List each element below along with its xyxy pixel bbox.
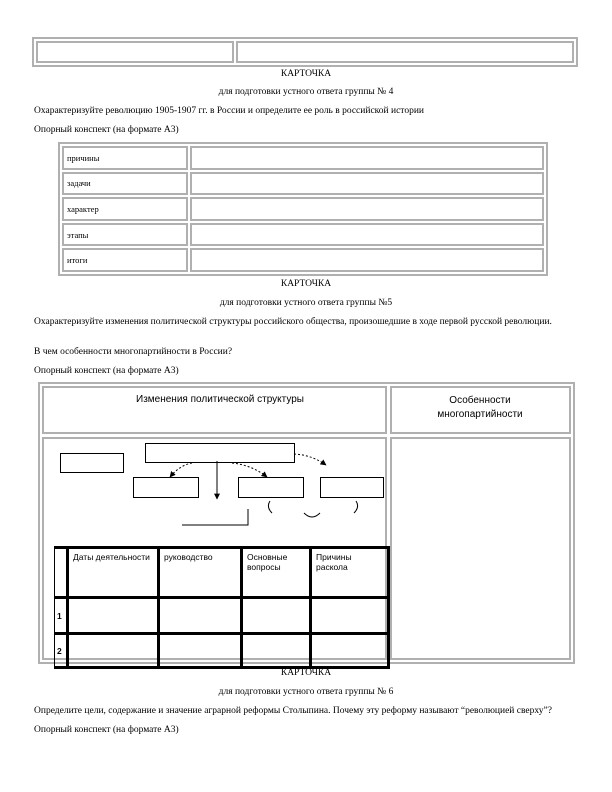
col2-header: Особенности многопартийности (437, 395, 523, 420)
card4-row-label: задачи (62, 172, 188, 196)
table-cell (311, 598, 389, 634)
row-number: 1 (55, 598, 68, 634)
card6-notes-label: Опорный конспект (на формате А3) (34, 725, 179, 735)
card4-notes-label: Опорный конспект (на формате А3) (34, 125, 179, 135)
table-cell (159, 634, 242, 668)
top-empty-cell (36, 41, 234, 63)
table-cell (311, 634, 389, 668)
col-header-dates: Даты деятельности (68, 548, 159, 598)
card5-subtitle: для подготовки устного ответа группы №5 (219, 298, 393, 308)
col-header-leadership: руководство (159, 548, 242, 598)
card6-task: Определите цели, содержание и значение аграрной реформы Столыпина. Почему эту реформу называют “революцией сверху”? (34, 706, 552, 716)
top-empty-table (32, 37, 578, 67)
parties-table (54, 546, 390, 669)
col1-header: Изменения политической структуры (136, 394, 304, 405)
row-number-header (55, 548, 68, 598)
diagram-arrows (42, 437, 387, 547)
row-number: 2 (55, 634, 68, 668)
card4-notes-table (58, 142, 548, 276)
col-header-split-reasons: Причины раскола (311, 548, 389, 598)
card4-row-label: этапы (62, 223, 188, 247)
card4-row-value (190, 223, 544, 247)
card4-title: КАРТОЧКА (280, 69, 332, 79)
top-empty-cell (236, 41, 574, 63)
card4-row-value (190, 248, 544, 272)
card5-title: КАРТОЧКА (280, 279, 332, 289)
table-cell (242, 634, 311, 668)
table-cell (159, 598, 242, 634)
card5-notes-label: Опорный конспект (на формате А3) (34, 366, 179, 376)
card5-task: Охарактеризуйте изменения политической структуры российского общества, произошедшие в ходе первой русской революции. (34, 317, 552, 327)
table-cell (68, 634, 159, 668)
card6-subtitle: для подготовки устного ответа группы № 6 (218, 687, 394, 697)
col2-body-cell (390, 437, 571, 660)
card5-question: В чем особенности многопартийности в России? (34, 347, 233, 357)
card4-row-label: итоги (62, 248, 188, 272)
card4-row-value (190, 197, 544, 221)
card4-row-label: характер (62, 197, 188, 221)
card4-row-value (190, 146, 544, 170)
card4-row-value (190, 172, 544, 196)
card4-subtitle: для подготовки устного ответа группы № 4 (218, 87, 394, 97)
table-cell (242, 598, 311, 634)
card4-task: Охарактеризуйте революцию 1905-1907 гг. в России и определите ее роль в российской истории (34, 106, 424, 116)
table-cell (68, 598, 159, 634)
card4-row-label: причины (62, 146, 188, 170)
col-header-main-issues: Основные вопросы (242, 548, 311, 598)
card6-title: КАРТОЧКА (280, 668, 332, 678)
